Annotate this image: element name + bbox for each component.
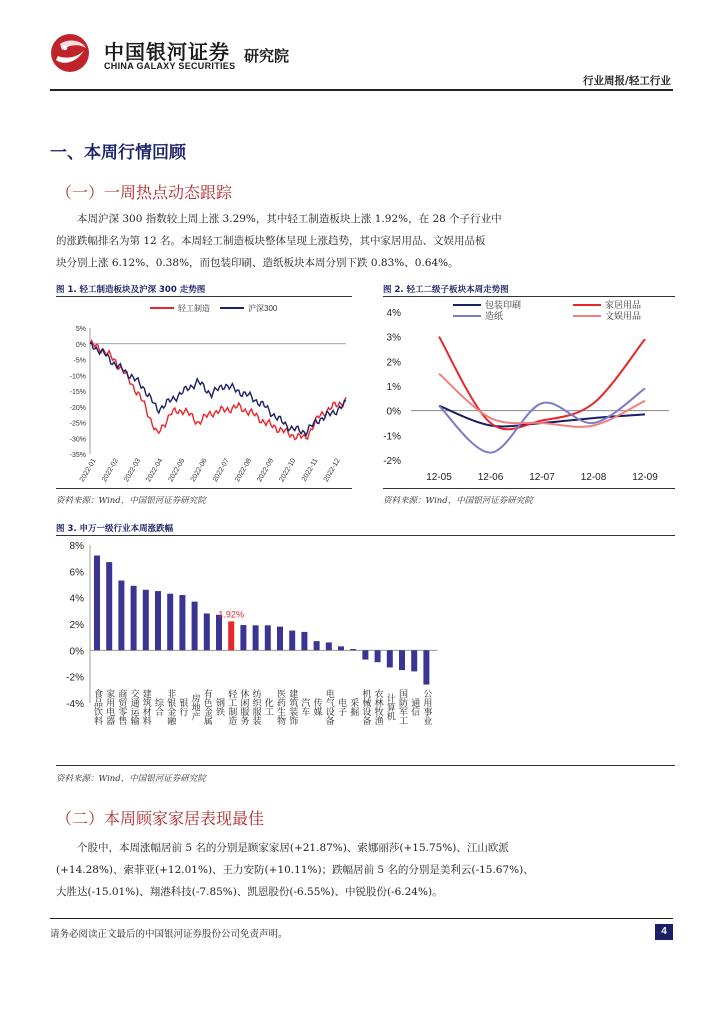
bar (387, 650, 393, 667)
y-tick-label: 8% (69, 541, 84, 552)
y-tick-label: 5% (75, 326, 86, 333)
paragraph-line: 块分别上涨 6.12%、0.38%，而包装印刷、造纸板块本周分别下跌 0.83%、0.64%。 (56, 257, 459, 269)
x-tick-label: 2022-07 (211, 457, 231, 484)
category-label: 轻工制造 (226, 689, 237, 725)
figure2-bottom-rule (383, 488, 675, 489)
chart-sw-industry-weekly-change (56, 537, 456, 763)
bar (350, 649, 356, 650)
institute-label: 研究院 (244, 47, 290, 65)
y-tick-label: 0% (69, 646, 84, 658)
category-label: 纺织服装 (250, 689, 261, 725)
figure2-title: 图 2. 轻工二级子板块本周走势图 (383, 285, 509, 295)
bar (204, 613, 210, 650)
section-title: 一、本周行情回顾 (50, 143, 186, 163)
category-label: 钢铁 (214, 698, 224, 716)
x-tick-label: 2022-02 (101, 457, 120, 484)
figure3-bottom-rule (56, 765, 675, 766)
bar (131, 586, 137, 651)
bar (411, 650, 417, 671)
bar (289, 631, 295, 651)
y-tick-label: -4% (66, 699, 84, 710)
figure1-source: 资料来源：Wind，中国银河证券研究院 (56, 496, 206, 506)
x-tick-label: 12-08 (580, 472, 607, 483)
y-tick-label: -2% (383, 456, 401, 467)
bar (301, 632, 307, 650)
bar (265, 625, 271, 650)
legend-label: 家居用品 (605, 300, 642, 310)
paragraph-line: 大胜达(-15.01%)、翔港科技(-7.85%)、凯恩股份(-6.55%)、中锐股份(-6.24%)。 (56, 886, 443, 898)
y-tick-label: 3% (386, 332, 401, 344)
category-label: 电子 (336, 698, 346, 716)
y-tick-label: -20% (69, 404, 86, 412)
bar (399, 650, 405, 670)
category-label: 公用事业 (421, 689, 432, 725)
y-tick-label: -2% (66, 672, 84, 684)
legend-label: 文娱用品 (605, 311, 642, 321)
bar (362, 650, 368, 659)
figure1-bottom-rule (56, 488, 352, 489)
footer-rule (50, 918, 673, 919)
y-tick-label: -25% (69, 420, 86, 428)
category-label: 计算机 (384, 693, 395, 721)
category-label: 国防军工 (397, 689, 407, 725)
legend-label: 沪深300 (248, 304, 278, 313)
x-tick-label: 2022-12 (322, 457, 342, 484)
category-label: 农林牧渔 (372, 689, 383, 725)
logo-english-name: CHINA GALAXY SECURITIES (104, 61, 236, 71)
x-tick-label: 12-09 (632, 472, 658, 483)
legend-label: 包装印刷 (485, 300, 522, 310)
category-label: 医药生物 (275, 689, 285, 725)
x-tick-label: 2022-11 (300, 457, 320, 483)
series-line (90, 343, 346, 436)
paragraph-line: (+14.28%)、索菲亚(+12.01%)、王力安防(+10.11%)；跌幅居前 5 名的分别是美利云(-15.67%)、 (56, 864, 534, 876)
figure1-rule (56, 296, 352, 297)
y-tick-label: 2% (386, 357, 401, 369)
category-label: 房地产 (189, 693, 200, 721)
bar (216, 615, 222, 651)
x-tick-label: 12-07 (529, 472, 555, 483)
bar (277, 627, 283, 651)
bar (106, 562, 112, 650)
report-type: 行业周报/轻工行业 (583, 75, 671, 87)
header-divider (50, 89, 673, 91)
bar (375, 650, 381, 662)
category-label: 化工 (262, 698, 273, 716)
category-label: 传媒 (311, 698, 322, 716)
figure2-source: 资料来源：Wind，中国银河证券研究院 (383, 496, 533, 506)
bar (338, 646, 344, 650)
y-tick-label: 1% (386, 382, 401, 393)
category-label: 综合 (153, 698, 163, 716)
category-label: 有色金属 (201, 689, 212, 725)
x-tick-label: 2022-06 (189, 457, 209, 484)
x-tick-label: 12-05 (426, 472, 452, 483)
y-tick-label: -5% (73, 357, 86, 365)
subsection-title: （一）一周热点动态跟踪 (56, 183, 233, 202)
category-label: 休闲服务 (238, 689, 249, 725)
chart-sub-sector-trend (383, 298, 675, 490)
figure2-rule (383, 296, 675, 297)
x-tick-label: 2022-04 (145, 457, 165, 484)
footer-disclaimer: 请务必阅读正文最后的中国银河证券股份公司免责声明。 (50, 929, 288, 940)
bar (192, 602, 198, 651)
bar (143, 590, 149, 651)
category-label: 建筑装饰 (287, 689, 298, 725)
category-label: 通信 (409, 698, 420, 716)
stock-performance-paragraph (56, 837, 676, 903)
bar (167, 594, 173, 651)
x-tick-label: 2022-08 (234, 457, 254, 484)
category-label: 非银金融 (165, 689, 176, 725)
y-tick-label: 6% (69, 567, 84, 579)
series-line (439, 337, 645, 430)
y-tick-label: -30% (69, 436, 86, 444)
y-tick-label: 2% (69, 620, 84, 631)
figure1-title: 图 1. 轻工制造板块及沪深 300 走势图 (56, 285, 206, 295)
bar (326, 642, 332, 650)
category-label: 电气设备 (323, 689, 334, 725)
figure3-rule (56, 535, 675, 536)
paragraph-line: 的涨跌幅排名为第 12 名。本周轻工制造板块整体呈现上涨趋势，其中家居用品、文娱用品板 (56, 235, 486, 247)
legend-label: 造纸 (485, 311, 504, 321)
category-label: 银行 (177, 698, 188, 716)
galaxy-logo-icon (50, 32, 90, 74)
x-tick-label: 2022-03 (123, 457, 143, 484)
bar (314, 641, 320, 650)
x-tick-label: 2022-05 (167, 457, 187, 484)
y-tick-label: -1% (383, 431, 401, 443)
x-tick-label: 2022-09 (256, 457, 276, 484)
bar (179, 595, 185, 650)
category-label: 食品饮料 (92, 689, 102, 725)
data-label: 1.92% (218, 609, 244, 620)
bar (253, 625, 259, 650)
y-tick-label: 4% (386, 308, 401, 319)
y-tick-label: -15% (69, 389, 86, 396)
bar (155, 591, 161, 650)
paragraph-line: 本周沪深 300 指数较上周上涨 3.29%，其中轻工制造板块上涨 1.92%，在 28 个子行业中 (77, 213, 502, 225)
category-label: 交通运输 (128, 689, 139, 725)
category-label: 汽车 (299, 698, 310, 716)
bar (423, 650, 429, 684)
y-tick-label: -10% (69, 373, 86, 381)
category-label: 商贸零售 (116, 689, 127, 725)
x-tick-label: 2022-01 (78, 457, 98, 484)
category-label: 家用电器 (104, 689, 115, 725)
company-logo (50, 32, 90, 74)
chart-light-industry-vs-csi300 (56, 298, 352, 490)
y-tick-label: 4% (69, 593, 84, 605)
page-number: 4 (655, 924, 673, 940)
subsection-title: （二）本周顾家家居表现最佳 (56, 809, 265, 828)
x-tick-label: 2022-10 (278, 457, 298, 484)
bar (94, 556, 100, 651)
y-tick-label: -35% (69, 452, 86, 459)
bar (240, 625, 246, 650)
figure3-title: 图 3. 申万一级行业本周涨跌幅 (56, 524, 174, 534)
x-tick-label: 12-06 (477, 472, 504, 483)
y-tick-label: 0% (386, 406, 401, 418)
category-label: 采掘 (348, 698, 359, 716)
y-tick-label: 0% (75, 341, 86, 349)
bar (228, 621, 234, 650)
weekly-summary-paragraph (56, 208, 676, 274)
bar (118, 581, 124, 651)
figure3-source: 资料来源：Wind，中国银河证券研究院 (56, 774, 206, 784)
legend-label: 轻工制造 (178, 304, 210, 313)
category-label: 建筑材料 (140, 689, 151, 725)
paragraph-line: 个股中，本周涨幅居前 5 名的分别是顾家家居(+21.87%)、索娜丽莎(+15.75%)、江山欧派 (77, 842, 509, 854)
logo-chinese-name: 中国银河证券 (104, 40, 230, 64)
category-label: 机械设备 (360, 689, 371, 725)
